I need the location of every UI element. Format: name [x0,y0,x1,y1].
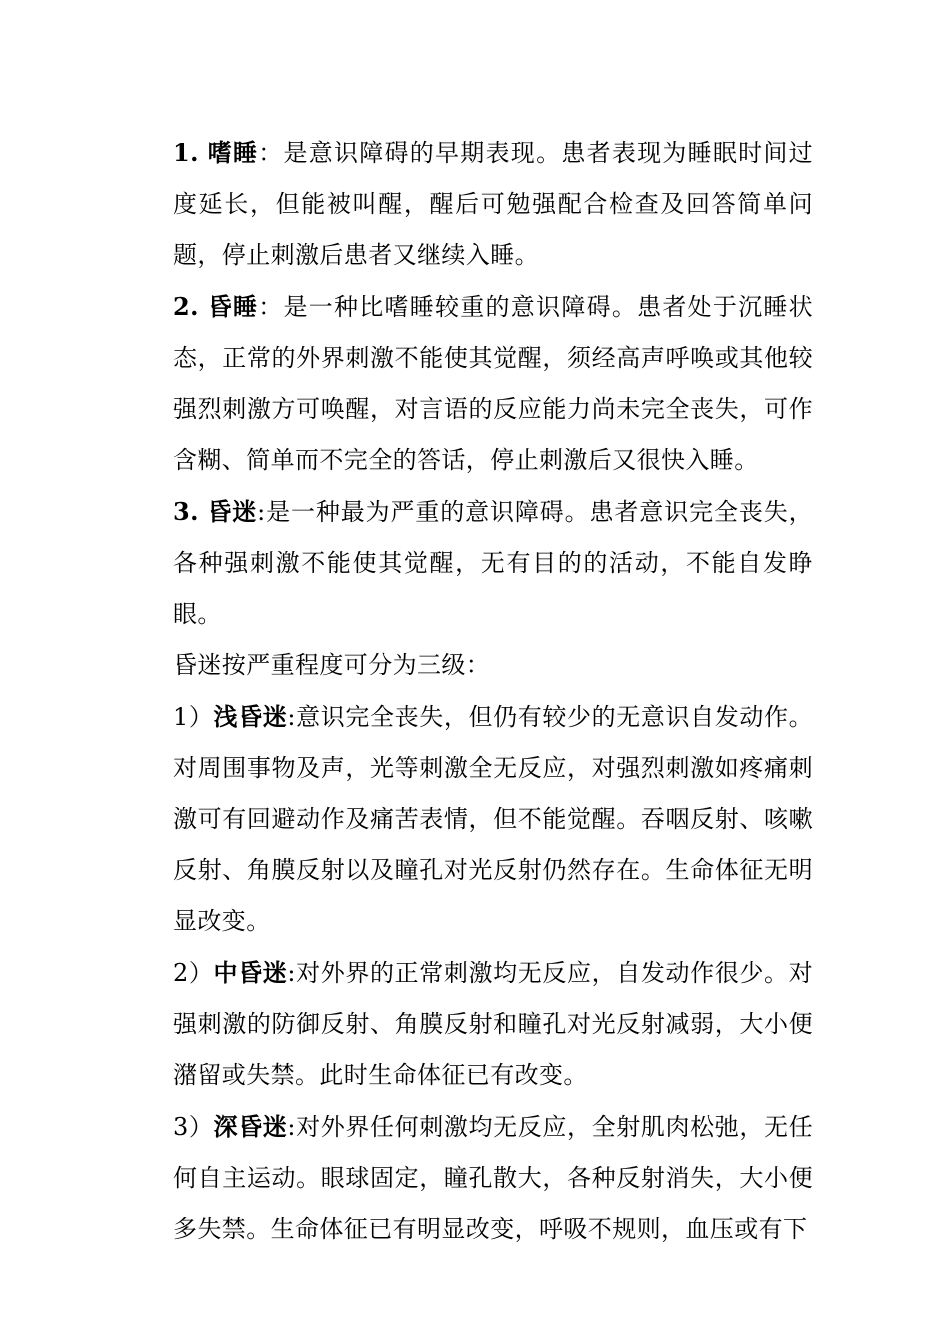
term-separator: : [287,703,296,731]
paragraph-text: 是一种比嗜睡较重的意识障碍。患者处于沉睡状态，正常的外界刺激不能使其觉醒，须经高声呼唤或其他较强烈刺激方可唤醒，对言语的反应能力尚未完全丧失，可作含糊、简单而不完全的答话，停止刺激后又很快入睡。 [173,293,813,474]
paragraph-coma [173,486,813,640]
paragraph-coma-levels-intro [173,640,813,691]
paragraph-lethargy [173,281,813,486]
term-lethargy: 昏睡 [207,292,259,321]
item-prefix: 3） [173,1113,214,1141]
term-coma: 昏迷 [207,497,258,526]
term-drowsiness: 嗜睡 [207,138,259,167]
term-deep-coma: 深昏迷 [213,1112,288,1141]
term-separator: ： [258,139,284,167]
paragraph-light-coma [173,691,813,947]
paragraph-text: 意识完全丧失，但仍有较少的无意识自发动作。对周围事物及声，光等刺激全无反应，对强烈刺激如疼痛刺激可有回避动作及痛苦表情，但不能觉醒。吞咽反射、咳嗽反射、角膜反射以及瞳孔对光反射仍然存在。生命体征无明显改变。 [173,703,813,935]
term-moderate-coma: 中昏迷 [213,958,288,987]
paragraph-text: 是一种最为严重的意识障碍。患者意识完全丧失，各种强刺激不能使其觉醒，无有目的的活动，不能自发睁眼。 [173,498,813,628]
paragraph-text: 对外界的正常刺激均无反应，自发动作很少。对强刺激的防御反射、角膜反射和瞳孔对光反射减弱，大小便潴留或失禁。此时生命体征已有改变。 [173,959,813,1089]
paragraph-text: 昏迷按严重程度可分为三级： [173,651,491,679]
paragraph-moderate-coma [173,947,813,1101]
term-separator: ： [258,293,284,321]
term-separator: : [287,1113,296,1141]
paragraph-text: 对外界任何刺激均无反应，全射肌肉松弛，无任何自主运动。眼球固定，瞳孔散大，各种反射消失，大小便多失禁。生命体征已有明显改变，呼吸不规则，血压或有下 [173,1113,813,1243]
term-separator: : [257,498,266,526]
paragraph-drowsiness [173,127,813,281]
term-light-coma: 浅昏迷 [213,702,288,731]
item-number: 2. [173,292,199,321]
term-separator: : [287,959,296,987]
paragraph-text: 是意识障碍的早期表现。患者表现为睡眠时间过度延长，但能被叫醒，醒后可勉强配合检查及回答简单问题，停止刺激后患者又继续入睡。 [173,139,813,269]
item-number: 3. [173,497,199,526]
item-number: 1. [173,138,199,167]
item-prefix: 2） [173,959,214,987]
document-body [173,127,813,1255]
item-prefix: 1） [173,703,214,731]
paragraph-deep-coma [173,1101,813,1255]
